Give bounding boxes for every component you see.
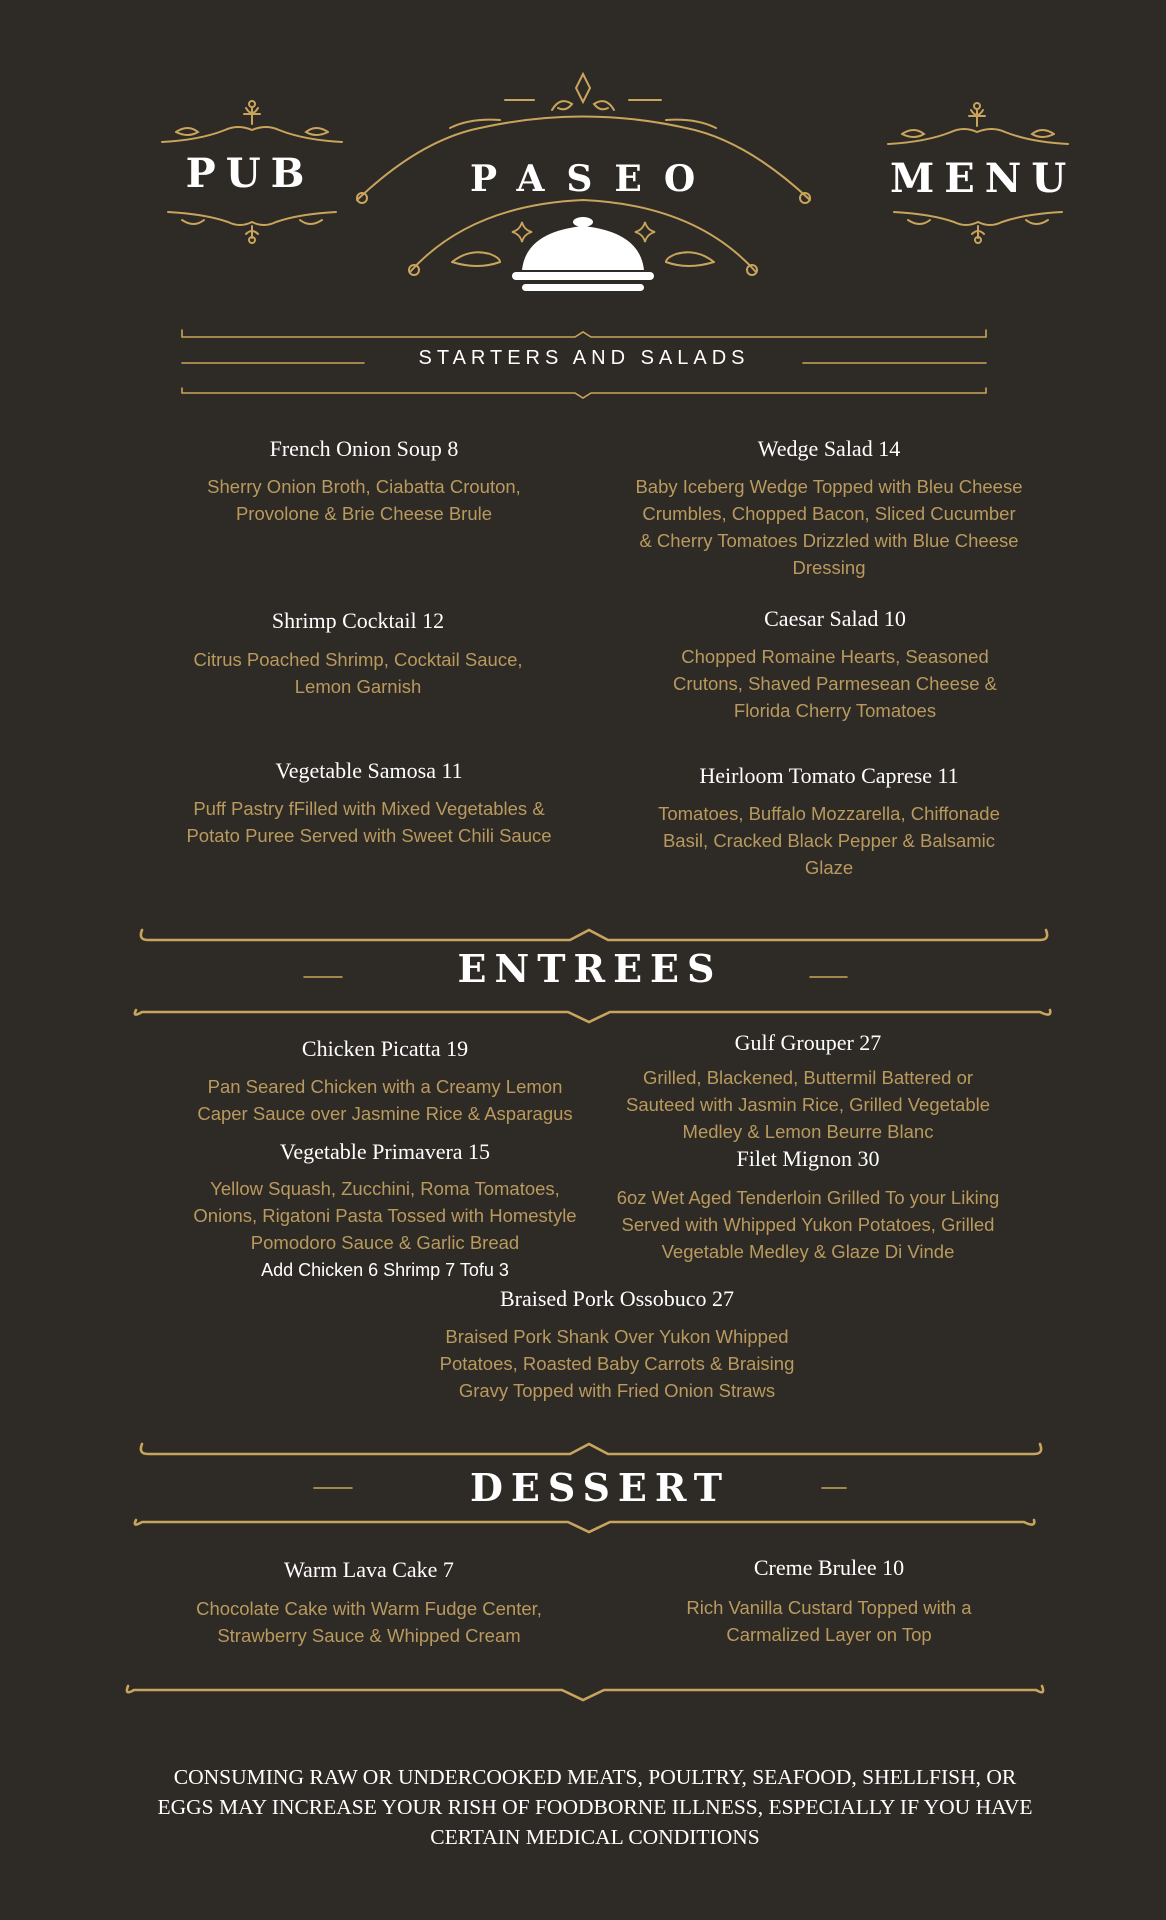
item-title: Filet Mignon 30 <box>736 1146 880 1171</box>
section-heading-starters: STARTERS AND SALADS <box>418 347 750 369</box>
cloche-icon <box>512 217 654 291</box>
item-title: French Onion Soup 8 <box>269 436 459 461</box>
item-title: Warm Lava Cake 7 <box>284 1557 454 1582</box>
item-description: Citrus Poached Shrimp, Cocktail Sauce, Lemon Garnish <box>193 649 523 697</box>
item-title: Vegetable Primavera 15 <box>279 1139 491 1164</box>
food-safety-disclaimer: CONSUMING RAW OR UNDERCOOKED MEATS, POULTRY, SEAFOOD, SHELLFISH, OR EGGS MAY INCREASE YOUR RISH OF FOODBORNE ILLNESS, ESPECIALLY IF YOU HAVE CERTAIN MEDICAL CONDITIONS <box>157 1765 1033 1849</box>
section-divider <box>127 1686 1043 1700</box>
item-description: Grilled, Blackened, Buttermil Battered or Sauteed with Jasmin Rice, Grilled Vegetable Medley & Lemon Beurre Blanc <box>625 1067 991 1142</box>
item-description: Rich Vanilla Custard Topped with a Carmalized Layer on Top <box>686 1597 972 1645</box>
item-title: Braised Pork Ossobuco 27 <box>499 1286 735 1311</box>
brand-left-word: PUB <box>185 150 315 197</box>
item-title: Shrimp Cocktail 12 <box>271 608 445 633</box>
item-description: Sherry Onion Broth, Ciabatta Crouton, Provolone & Brie Cheese Brule <box>207 476 521 524</box>
item-description: Yellow Squash, Zucchini, Roma Tomatoes, Onions, Rigatoni Pasta Tossed with Homestyle Pomodoro Sauce & Garlic Bread <box>193 1178 577 1253</box>
brand-right-word: MENU <box>890 155 1077 202</box>
item-title: Wedge Salad 14 <box>757 436 901 461</box>
item-description: Tomatoes, Buffalo Mozzarella, Chiffonade Basil, Cracked Black Pepper & Balsamic Glaze <box>658 803 1000 878</box>
brand-center-word: PASEO <box>470 158 718 200</box>
item-title: Vegetable Samosa 11 <box>275 758 463 783</box>
section-heading-entrees: ENTREES <box>457 946 723 991</box>
item-description: 6oz Wet Aged Tenderloin Grilled To your Liking Served with Whipped Yukon Potatoes, Grilled Vegetable Medley & Glaze Di Vinde <box>616 1187 1000 1262</box>
item-description: Puff Pastry fFilled with Mixed Vegetables & Potato Puree Served with Sweet Chili Sauce <box>186 798 552 846</box>
item-description: Baby Iceberg Wedge Topped with Bleu Cheese Crumbles, Chopped Bacon, Sliced Cucumber & Cherry Tomatoes Drizzled with Blue Cheese Dressing <box>635 476 1023 578</box>
item-description: Chopped Romaine Hearts, Seasoned Crutons, Shaved Parmesean Cheese & Florida Cherry Tomatoes <box>673 646 997 721</box>
item-title: Gulf Grouper 27 <box>734 1030 882 1055</box>
item-title: Heirloom Tomato Caprese 11 <box>699 763 959 788</box>
item-add-ons: Add Chicken 6 Shrimp 7 Tofu 3 <box>261 1260 509 1280</box>
item-description: Braised Pork Shank Over Yukon Whipped Potatoes, Roasted Baby Carrots & Braising Gravy Topped with Fried Onion Straws <box>439 1326 795 1401</box>
item-description: Pan Seared Chicken with a Creamy Lemon Caper Sauce over Jasmine Rice & Asparagus <box>197 1076 573 1124</box>
section-heading-dessert: DESSERT <box>469 1465 731 1510</box>
item-title: Caesar Salad 10 <box>764 606 906 631</box>
item-title: Chicken Picatta 19 <box>301 1036 469 1061</box>
item-description: Chocolate Cake with Warm Fudge Center, Strawberry Sauce & Whipped Cream <box>196 1598 542 1646</box>
item-title: Creme Brulee 10 <box>753 1555 905 1580</box>
